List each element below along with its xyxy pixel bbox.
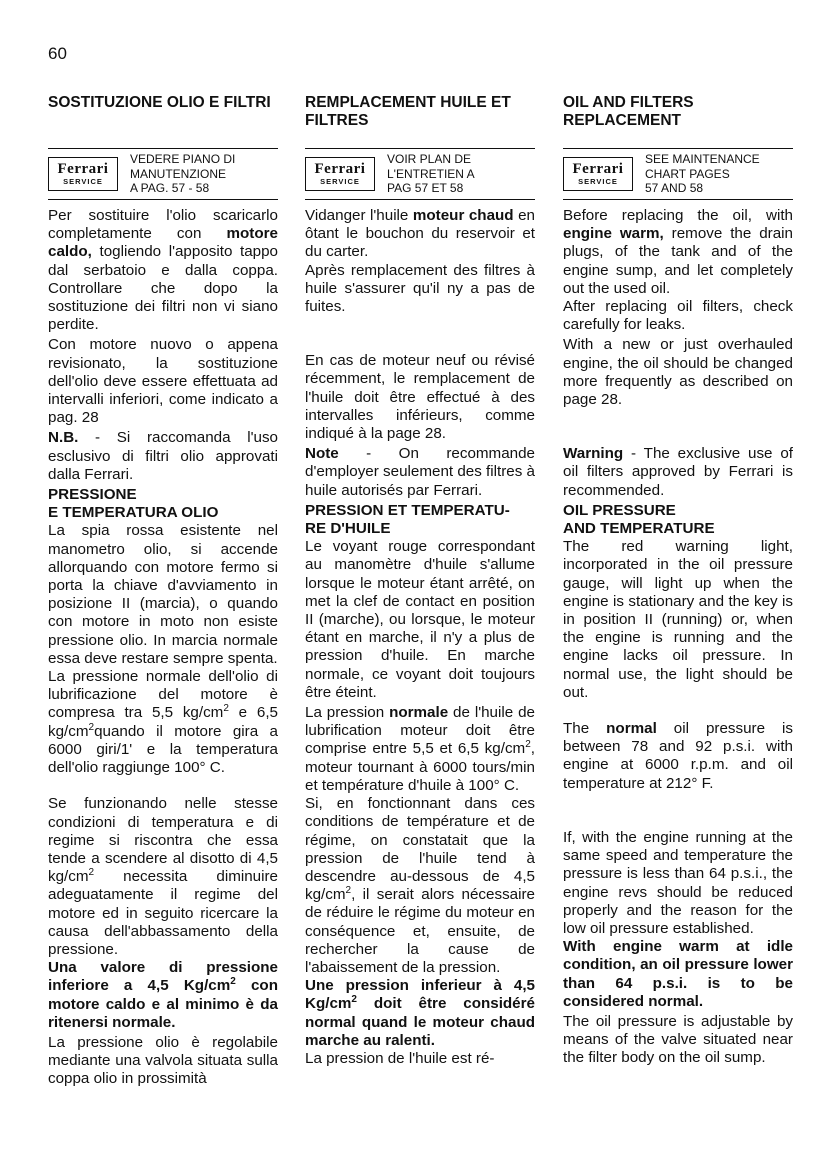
logo-sub: SERVICE [63, 177, 103, 186]
paragraph: Vidanger l'huile moteur chaud en ôtant le bouchon du reservoir et du carter. [305, 207, 535, 261]
service-line: PAG 57 ET 58 [387, 181, 464, 196]
paragraph: Après remplacement des filtres à huile s'assurer qu'il ny a pas de fuites. [305, 261, 535, 316]
paragraph: Per sostituire l'olio scaricarlo completamente con motore caldo, togliendo l'apposito tappo dal serbatoio e dalla coppa. Controllare che dopo la sostituzione dei filtri non vi siano perdite. [48, 207, 278, 334]
ferrari-service-logo [48, 157, 118, 191]
paragraph: En cas de moteur neuf ou révisé récemment, le remplacement de l'huile doit être effectué à des intervalles inférieurs, comme indiqué à la page 28. [305, 352, 535, 443]
logo-word: Ferrari [314, 161, 366, 177]
paragraph: La pressione normale dell'olio di lubrificazione del motore è compresa tra 5,5 $kg/cm^2$ e 6,5 $kg/cm^2quando$ il motore gira a 6000 giri/1' e la temperatura dell'olio raggiunge 100° C. [48, 668, 279, 777]
column-english [563, 94, 793, 1068]
section-heading: OIL AND FILTERS REPLACEMENT [563, 94, 694, 129]
logo-word: Ferrari [572, 161, 624, 177]
service-line: VOIR PLAN DE [387, 152, 472, 167]
section-heading: REMPLACEMENT HUILE ET FILTRES [305, 94, 511, 129]
section-heading: SOSTITUZIONE OLIO E FILTRI [48, 94, 271, 111]
service-reference-box [563, 148, 793, 200]
paragraph: La spia rossa esistente nel manometro olio, si accende allorquando con motore fermo si porta la chiave d'avviamento in posizione II (marcia), o quando con motore in moto non esiste pressione olio. In marcia normale essa deve restare sempre spenta. [48, 522, 278, 667]
service-line: 57 AND 58 [645, 181, 704, 196]
note-paragraph: Warning - The exclusive use of oil filters approved by Ferrari is recommended. [563, 445, 793, 499]
bold-paragraph: Une pression inferieur à 4,5 $Kg/cm^2$ doit être considéré normal quand le moteur chaud marche au ralenti. [305, 977, 535, 1049]
bold-paragraph: Una valore di pressione inferiore a 4,5 $Kg/cm^2$ con motore caldo e al minimo è da ritenersi normale. [48, 959, 278, 1031]
paragraph: The oil pressure is adjustable by means of the valve situated near the filter body on the oil sump. [563, 1012, 793, 1067]
service-reference-box [48, 148, 278, 200]
logo-sub: SERVICE [578, 177, 618, 186]
service-line: MANUTENZIONE [130, 166, 226, 181]
paragraph: Con motore nuovo o appena revisionato, la sostituzione dell'olio deve essere effettuata ad intervalli inferiori, come indicato a pag. 28 [48, 336, 278, 427]
service-line: CHART PAGES [645, 166, 730, 181]
ferrari-service-logo [305, 157, 375, 191]
paragraph: La pression normale de l'huile de lubrification moteur doit être comprise entre 5,5 et 6,5 $kg/cm^2$, moteur tournant à 6000 tours/min et température d'huile à 100° C. [305, 704, 535, 794]
service-reference-box [305, 148, 535, 200]
sub-heading: PRESSION ET TEMPERATU- RE D'HUILE [305, 501, 510, 538]
paragraph: Se funzionando nelle stesse condizioni di temperatura e di regime si riscontra che essa tende a scendere al disotto di 4,5 $kg/cm^2$ necessita diminuire adeguatamente il regime del motore ed in seguito ricercare la causa dell'abbassamento della pressione. [48, 795, 278, 958]
service-reference-text [387, 152, 475, 196]
paragraph: With a new or just overhauled engine, the oil should be changed more frequently as described on page 28. [563, 336, 793, 409]
paragraph: After replacing oil filters, check carefully for leaks. [563, 298, 793, 334]
paragraph: La pressione olio è regolabile mediante una valvola situata sulla coppa olio in prossimità [48, 1033, 278, 1088]
paragraph: Si, en fonctionnant dans ces conditions de température et de régime, on constatait que la pression de l'huile tend à descendre au-dessous de 4,5 $kg/cm^2$, il serait alors nécessaire de réduire le régime du moteur en conséquence et, ensuite, de rechercher la cause de l'abaissement de la pression. [305, 795, 535, 976]
service-line: VEDERE PIANO DI [130, 152, 236, 167]
column-french [305, 94, 535, 1068]
service-line: SEE MAINTENANCE [645, 152, 760, 167]
column-italian [48, 94, 278, 1089]
page-number: 60 [48, 44, 67, 63]
note-paragraph: Note - On recommande d'employer seulement des filtres à huile autorisés par Ferrari. [305, 445, 535, 499]
paragraph: Le voyant rouge correspondant au manomètre d'huile s'allume lorsque le moteur étant arrêté, on met la clef de contact en position II (marche), ou lorsque, le moteur étant en marche, il n'y a plus de pression d'huile. En marche normale, ce voyant doit toujours être éteint. [305, 538, 535, 701]
sub-heading: PRESSIONE E TEMPERATURA OLIO [48, 486, 219, 522]
paragraph: The red warning light, incorporated in the oil pressure gauge, will light up when the engine is stationary and the key is in position II (running) or, when the engine is running and the engine lacks oil pressure. In normal use, the light should be out. [563, 538, 793, 701]
logo-word: Ferrari [57, 161, 109, 177]
bold-paragraph: With engine warm at idle condition, an oil pressure lower than 64 p.s.i. is to be considered normal. [563, 938, 793, 1010]
service-line: L'ENTRETIEN A [387, 166, 475, 181]
service-line: A PAG. 57 - 58 [130, 181, 210, 196]
paragraph: La pression de l'huile est ré- [305, 1049, 495, 1067]
logo-sub: SERVICE [320, 177, 360, 186]
paragraph: Before replacing the oil, with engine warm, remove the drain plugs, of the tank and of the engine sump, and let completely out the used oil. [563, 207, 793, 297]
service-reference-text [645, 152, 760, 196]
ferrari-service-logo [563, 157, 633, 191]
sub-heading: OIL PRESSURE AND TEMPERATURE [563, 501, 715, 538]
paragraph: If, with the engine running at the same speed and temperature the pressure is less than 64 p.s.i., the engine revs should be reduced properly and the reason for the low oil pressure established. [563, 828, 793, 937]
service-reference-text [130, 152, 235, 196]
paragraph: The normal oil pressure is between 78 and 92 p.s.i. with engine at 6000 r.p.m. and oil temperature at 212° F. [563, 720, 793, 792]
note-paragraph: N.B. - Si raccomanda l'uso esclusivo di filtri olio approvati dalla Ferrari. [48, 429, 278, 483]
